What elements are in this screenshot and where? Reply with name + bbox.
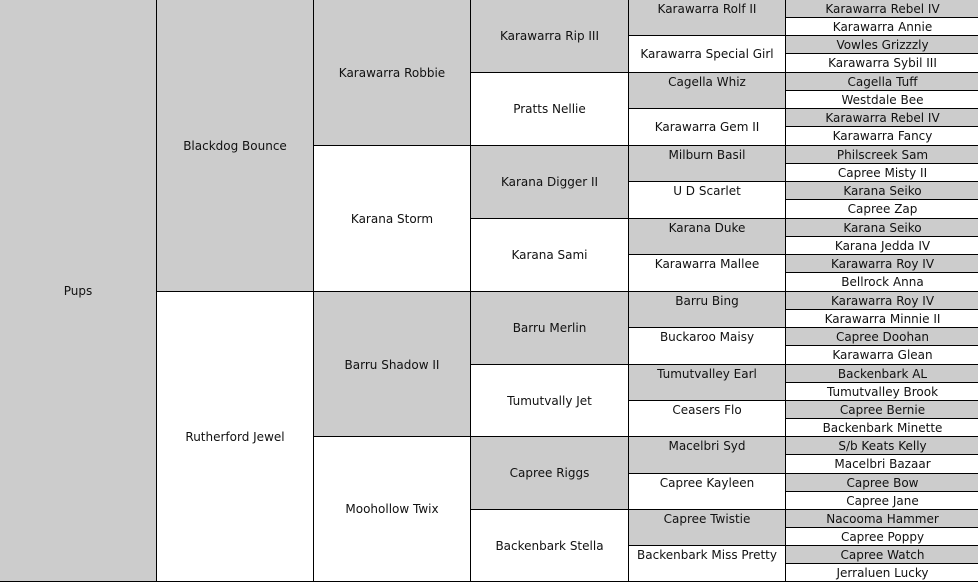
- gen5-cell: [628, 181, 786, 219]
- gen6-cell: [785, 509, 978, 529]
- gen6-name: Karawarra Rebel IV: [825, 2, 940, 16]
- gen6-name: Philscreek Sam: [836, 148, 929, 162]
- gen6-cell: [785, 72, 978, 92]
- gen5-name: Karana Duke: [668, 221, 746, 235]
- gen6-name: Jerraluen Lucky: [836, 565, 929, 580]
- gen6-cell: [785, 491, 978, 511]
- gen3-cell: [313, 145, 471, 292]
- gen5-cell: [628, 254, 786, 292]
- gen6-name: Karawarra Minnie II: [824, 312, 941, 326]
- gen6-cell: [785, 218, 978, 238]
- gen4-name: Karana Sami: [511, 248, 588, 262]
- gen5-name: Karawarra Gem II: [654, 120, 760, 134]
- gen6-name: Backenbark Minette: [822, 421, 943, 435]
- gen3-name: Barru Shadow II: [344, 357, 440, 372]
- gen6-cell: [785, 35, 978, 55]
- gen5-name: Karawarra Mallee: [654, 257, 760, 271]
- gen6-name: Capree Misty II: [837, 166, 928, 180]
- gen4-name: Karawarra Rip III: [499, 29, 599, 43]
- subject-name: Pups: [63, 283, 93, 298]
- gen6-name: Karawarra Fancy: [832, 129, 933, 143]
- gen6-name: Backenbark AL: [837, 367, 928, 381]
- gen4-cell: [470, 291, 629, 365]
- gen6-name: Capree Bernie: [839, 403, 926, 417]
- gen6-cell: [785, 545, 978, 565]
- gen5-cell: [628, 108, 786, 146]
- gen6-name: Karawarra Annie: [832, 20, 933, 34]
- gen6-cell: [785, 345, 978, 365]
- gen6-cell: [785, 400, 978, 420]
- gen6-cell: [785, 327, 978, 347]
- gen6-name: Capree Poppy: [840, 530, 925, 544]
- gen6-name: Nacooma Hammer: [826, 512, 939, 526]
- gen6-name: Bellrock Anna: [841, 275, 924, 289]
- gen4-cell: [470, 364, 629, 438]
- gen6-name: Karawarra Roy IV: [830, 257, 935, 271]
- gen4-name: Karana Digger II: [500, 175, 599, 189]
- gen4-name: Pratts Nellie: [513, 102, 586, 116]
- gen6-cell: [785, 108, 978, 128]
- gen5-name: Milburn Basil: [668, 148, 746, 162]
- gen6-cell: [785, 382, 978, 402]
- gen6-name: Karawarra Rebel IV: [825, 111, 940, 125]
- gen6-name: Capree Bow: [846, 476, 919, 490]
- gen3-name: Karana Storm: [350, 211, 434, 226]
- subject-cell: [0, 0, 157, 582]
- gen3-name: Karawarra Robbie: [338, 65, 446, 80]
- gen3-cell: [313, 291, 471, 438]
- gen6-cell: [785, 236, 978, 256]
- gen6-name: Capree Jane: [846, 494, 919, 508]
- gen5-cell: [628, 545, 786, 582]
- gen6-name: Karana Jedda IV: [834, 239, 931, 253]
- gen4-name: Tumutvally Jet: [507, 394, 592, 408]
- gen4-cell: [470, 218, 629, 292]
- gen6-cell: [785, 563, 978, 582]
- gen6-name: Karawarra Glean: [832, 348, 933, 362]
- dam-cell: [156, 291, 314, 582]
- gen5-name: Capree Twistie: [663, 512, 751, 526]
- gen5-name: Barru Bing: [675, 294, 739, 308]
- gen6-cell: [785, 473, 978, 493]
- gen6-cell: [785, 53, 978, 73]
- gen5-name: Backenbark Miss Pretty: [637, 548, 777, 562]
- gen5-cell: [628, 436, 786, 474]
- gen5-cell: [628, 35, 786, 73]
- gen3-name: Moohollow Twix: [345, 502, 439, 516]
- gen6-name: Macelbri Bazaar: [834, 457, 931, 471]
- gen6-name: Capree Doohan: [835, 330, 930, 344]
- gen5-name: Macelbri Syd: [668, 439, 746, 453]
- gen5-cell: [628, 291, 786, 329]
- gen6-cell: [785, 163, 978, 183]
- gen6-name: Vowles Grizzzly: [836, 38, 929, 52]
- gen6-cell: [785, 309, 978, 329]
- gen4-cell: [470, 0, 629, 73]
- gen6-cell: [785, 291, 978, 311]
- gen4-cell: [470, 436, 629, 510]
- gen6-cell: [785, 436, 978, 456]
- gen6-cell: [785, 126, 978, 146]
- gen6-name: Capree Zap: [847, 202, 918, 216]
- gen6-cell: [785, 454, 978, 474]
- gen6-cell: [785, 272, 978, 292]
- gen6-cell: [785, 17, 978, 37]
- sire-cell: [156, 0, 314, 292]
- gen4-name: Barru Merlin: [512, 321, 587, 335]
- gen5-cell: [628, 509, 786, 547]
- gen5-name: U D Scarlet: [673, 184, 741, 198]
- gen5-cell: [628, 327, 786, 365]
- gen5-cell: [628, 473, 786, 511]
- gen6-name: Westdale Bee: [841, 93, 924, 107]
- gen6-name: Karana Seiko: [843, 221, 922, 235]
- gen5-cell: [628, 400, 786, 438]
- gen4-name: Capree Riggs: [509, 466, 590, 480]
- gen6-cell: [785, 199, 978, 219]
- gen6-cell: [785, 145, 978, 165]
- gen6-cell: [785, 418, 978, 438]
- gen3-cell: [313, 0, 471, 146]
- gen5-name: Buckaroo Maisy: [659, 330, 755, 344]
- gen6-cell: [785, 364, 978, 384]
- dam-name: Rutherford Jewel: [185, 429, 285, 444]
- gen6-name: Cagella Tuff: [847, 75, 918, 89]
- gen4-cell: [470, 72, 629, 146]
- gen5-cell: [628, 218, 786, 256]
- gen6-cell: [785, 90, 978, 110]
- gen6-cell: [785, 181, 978, 201]
- gen3-cell: [313, 436, 471, 582]
- gen6-cell: [785, 527, 978, 547]
- gen6-name: S/b Keats Kelly: [838, 439, 927, 453]
- gen5-name: Cagella Whiz: [668, 75, 746, 89]
- sire-name: Blackdog Bounce: [183, 138, 287, 153]
- gen5-cell: [628, 72, 786, 110]
- gen6-name: Karawarra Sybil III: [828, 56, 937, 70]
- gen5-name: Karawarra Special Girl: [640, 47, 774, 61]
- gen6-name: Karawarra Roy IV: [830, 294, 935, 308]
- gen6-cell: [785, 254, 978, 274]
- gen5-name: Capree Kayleen: [659, 476, 755, 490]
- gen5-name: Ceasers Flo: [672, 403, 742, 417]
- gen4-name: Backenbark Stella: [495, 538, 604, 553]
- gen6-name: Karana Seiko: [843, 184, 922, 198]
- gen6-name: Capree Watch: [840, 548, 925, 562]
- gen6-name: Tumutvalley Brook: [826, 385, 939, 399]
- gen5-cell: [628, 0, 786, 37]
- gen5-name: Tumutvalley Earl: [657, 367, 757, 381]
- gen5-cell: [628, 145, 786, 183]
- gen4-cell: [470, 145, 629, 219]
- gen5-cell: [628, 364, 786, 402]
- gen5-name: Karawarra Rolf II: [657, 2, 757, 16]
- gen4-cell: [470, 509, 629, 582]
